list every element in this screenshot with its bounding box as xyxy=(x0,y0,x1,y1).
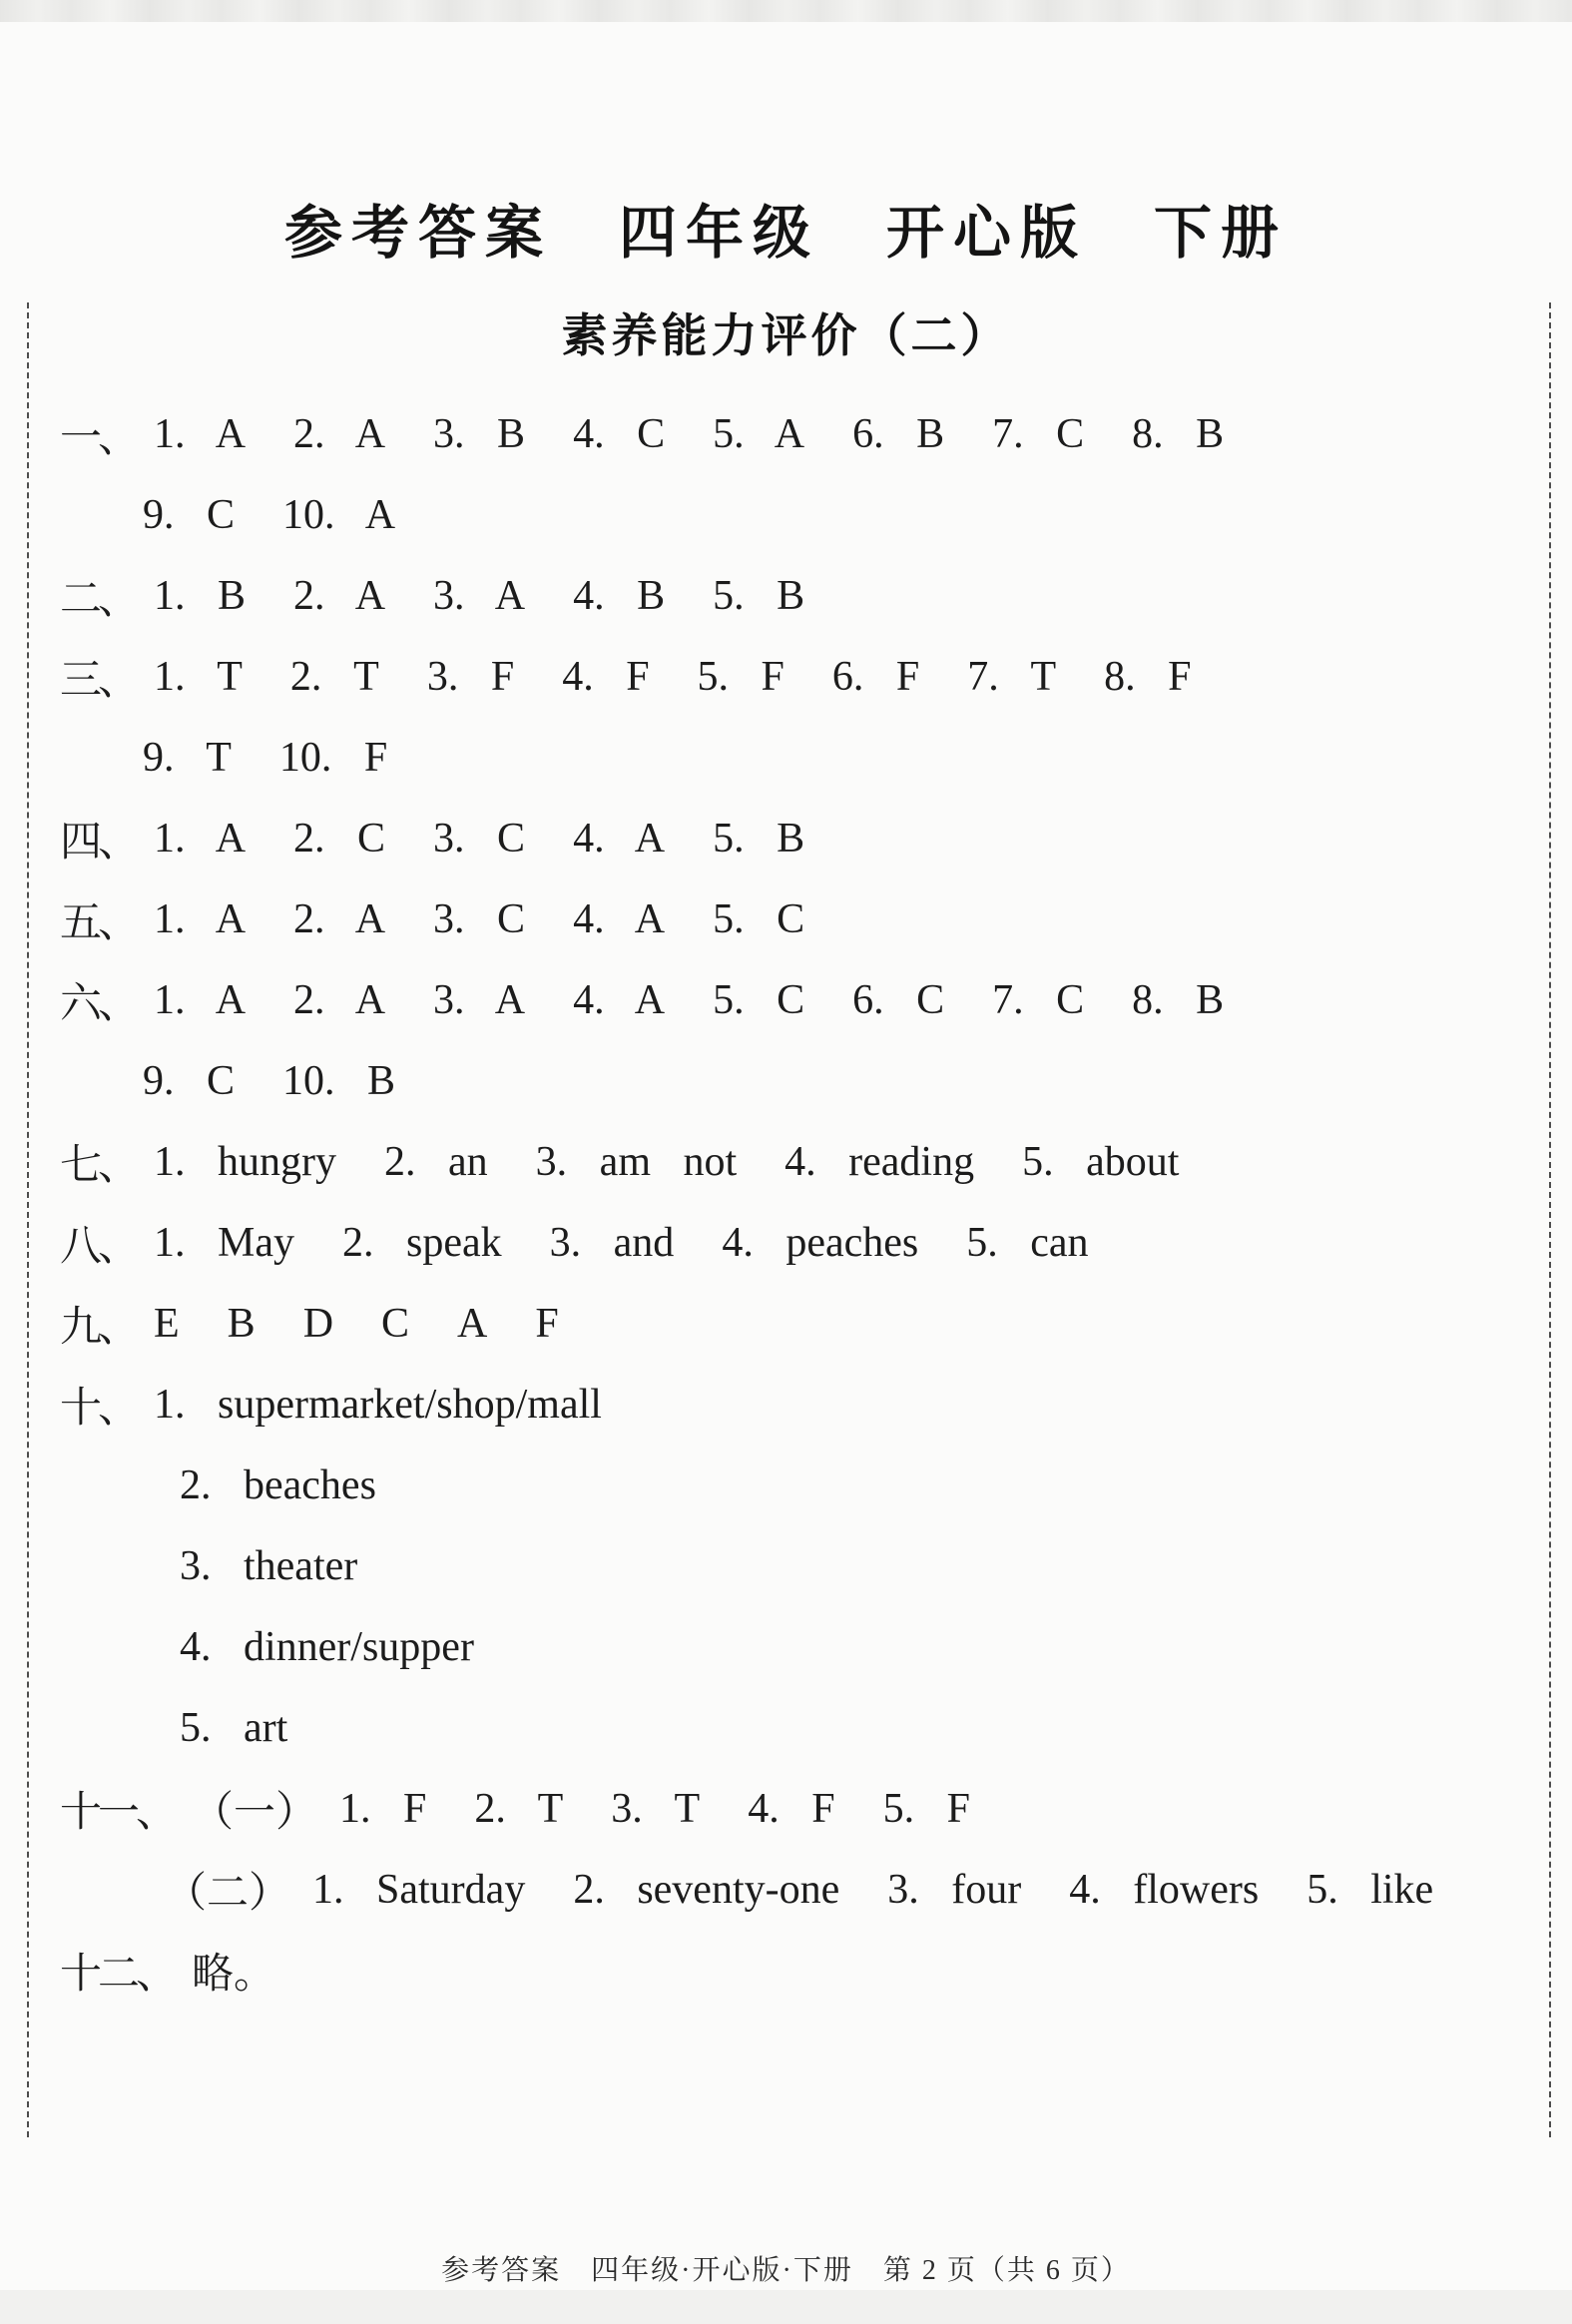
answer-row xyxy=(0,798,1557,878)
answer-item: 4. dinner/supper xyxy=(180,1623,474,1670)
answer-item: 1. F xyxy=(339,1785,427,1832)
answer-item: 5. C xyxy=(713,895,805,942)
answer-item: 10. B xyxy=(282,1057,396,1104)
scan-edge-top xyxy=(0,0,1572,22)
answer-item: 6. B xyxy=(852,410,945,457)
answer-item: 5. B xyxy=(713,572,805,619)
section-number-label: 七、 xyxy=(60,1142,137,1189)
answer-item: 2. seventy-one xyxy=(573,1866,840,1913)
answer-row xyxy=(0,878,1557,959)
answer-row xyxy=(0,1040,1557,1121)
answer-item: 1. May xyxy=(154,1219,295,1266)
answer-item: 7. C xyxy=(992,976,1085,1023)
answer-item: 3. four xyxy=(887,1866,1022,1913)
answer-item: 4. C xyxy=(573,410,666,457)
answer-item: 4. flowers xyxy=(1069,1866,1260,1913)
answer-item: 4. reading xyxy=(785,1138,975,1185)
answer-row xyxy=(0,474,1557,555)
answer-item: 3. A xyxy=(433,572,526,619)
answer-item: 5. about xyxy=(1022,1138,1180,1185)
answers-list xyxy=(0,393,1557,2011)
section-number-label: 五、 xyxy=(60,899,137,946)
answer-item: 4. A xyxy=(573,976,666,1023)
answer-row xyxy=(0,1121,1557,1202)
answer-row xyxy=(0,1849,1557,1930)
answer-item: 8. B xyxy=(1132,976,1225,1023)
answer-item: F xyxy=(535,1300,559,1347)
answer-item: 5. F xyxy=(882,1785,970,1832)
answer-item: 5. C xyxy=(713,976,805,1023)
answer-item: 9. C xyxy=(143,491,236,538)
answer-item: 4. F xyxy=(748,1785,835,1832)
answer-row xyxy=(0,1202,1557,1283)
answer-item: 9. C xyxy=(143,1057,236,1104)
answer-item: 5. B xyxy=(713,815,805,862)
answer-item: 2. A xyxy=(293,895,386,942)
answer-item: 10. A xyxy=(282,491,396,538)
subsection-label: （二） xyxy=(165,1870,291,1917)
answer-item: 2. A xyxy=(293,410,386,457)
answer-item: E xyxy=(154,1300,180,1347)
section-number-label: 八、 xyxy=(60,1223,137,1270)
section-number-label: 九、 xyxy=(60,1304,137,1351)
answer-item: 3. theater xyxy=(180,1542,358,1589)
answer-item: 1. T xyxy=(154,653,243,700)
answer-item: 2. A xyxy=(293,572,386,619)
answer-item: 9. T xyxy=(143,734,232,781)
answer-item: B xyxy=(227,1300,256,1347)
answer-item: 4. F xyxy=(562,653,650,700)
answer-row xyxy=(0,959,1557,1040)
answer-item: 2. speak xyxy=(342,1219,502,1266)
answer-item: 3. B xyxy=(433,410,526,457)
answer-item: 1. Saturday xyxy=(312,1866,526,1913)
answer-item: 略。 xyxy=(192,1951,276,1998)
answer-item: 3. A xyxy=(433,976,526,1023)
answer-item: 1. A xyxy=(154,895,247,942)
answer-item: 6. C xyxy=(852,976,945,1023)
answer-item: 1. A xyxy=(154,815,247,862)
answer-item: 5. like xyxy=(1307,1866,1434,1913)
answer-item: 1. A xyxy=(154,976,247,1023)
answer-row xyxy=(0,717,1557,798)
answer-item: 3. and xyxy=(549,1219,675,1266)
subsection-label: （一） xyxy=(192,1789,318,1836)
answer-item: 8. B xyxy=(1132,410,1225,457)
scan-edge-bottom xyxy=(0,2290,1572,2324)
page-footer: 参考答案 四年级·开心版·下册 第 2 页（共 6 页） xyxy=(441,2255,1131,2286)
answer-item: 3. T xyxy=(611,1785,701,1832)
answer-item: 3. F xyxy=(426,653,515,700)
page-title: 参考答案 四年级 开心版 下册 xyxy=(283,201,1288,266)
answer-item: 4. A xyxy=(573,895,666,942)
answer-item: 3. am not xyxy=(535,1138,738,1185)
answer-item: 7. C xyxy=(992,410,1085,457)
answer-item: A xyxy=(457,1300,488,1347)
answer-item: 3. C xyxy=(433,815,526,862)
answer-item: 10. F xyxy=(278,734,388,781)
answer-item: 2. T xyxy=(474,1785,564,1832)
answer-item: 4. B xyxy=(573,572,666,619)
section-number-label: 十二、 xyxy=(60,1951,175,1998)
section-number-label: 六、 xyxy=(60,980,137,1027)
answer-row xyxy=(0,555,1557,636)
answer-row xyxy=(0,393,1557,474)
section-number-label: 三、 xyxy=(60,657,137,704)
answer-item: 8. F xyxy=(1104,653,1192,700)
answer-row xyxy=(0,1525,1557,1606)
section-number-label: 十、 xyxy=(60,1385,137,1432)
answer-item: 5. art xyxy=(180,1704,288,1751)
answer-row xyxy=(0,1445,1557,1525)
answer-item: D xyxy=(302,1300,334,1347)
answer-item: 2. A xyxy=(293,976,386,1023)
answer-item: 5. F xyxy=(697,653,785,700)
section-title: 素养能力评价（二） xyxy=(561,310,1011,361)
section-number-label: 十一、 xyxy=(60,1789,175,1836)
answer-item: 1. A xyxy=(154,410,247,457)
answer-item: 3. C xyxy=(433,895,526,942)
answer-row xyxy=(0,1364,1557,1445)
answer-item: 4. A xyxy=(573,815,666,862)
answer-item: 6. F xyxy=(831,653,920,700)
answer-item: 1. supermarket/shop/mall xyxy=(154,1381,602,1428)
answer-item: 2. an xyxy=(384,1138,488,1185)
answer-row xyxy=(0,1687,1557,1768)
answer-item: 2. C xyxy=(293,815,386,862)
section-number-label: 四、 xyxy=(60,819,137,866)
answer-item: 5. A xyxy=(713,410,805,457)
answer-item: 5. can xyxy=(966,1219,1089,1266)
answer-item: 4. peaches xyxy=(722,1219,919,1266)
answer-item: 1. B xyxy=(154,572,247,619)
answer-item: 7. T xyxy=(967,653,1057,700)
answer-row xyxy=(0,636,1557,717)
section-number-label: 二、 xyxy=(60,576,137,623)
answer-row xyxy=(0,1768,1557,1849)
answer-item: C xyxy=(381,1300,410,1347)
answer-row xyxy=(0,1930,1557,2011)
answer-item: 1. hungry xyxy=(154,1138,337,1185)
answer-row xyxy=(0,1606,1557,1687)
answer-row xyxy=(0,1283,1557,1364)
section-number-label: 一、 xyxy=(60,414,137,461)
answer-item: 2. T xyxy=(289,653,379,700)
answer-item: 2. beaches xyxy=(180,1461,376,1508)
